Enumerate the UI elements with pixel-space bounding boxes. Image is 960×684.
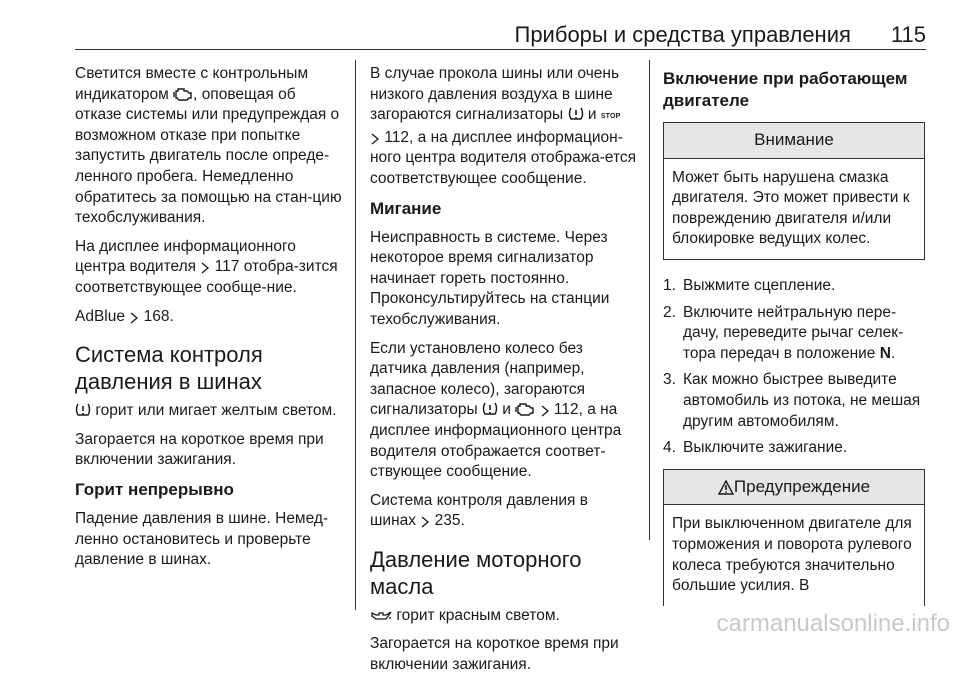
page-reference[interactable]: 117	[214, 258, 240, 276]
list-item: 3. Как можно быстрее выведите автомобиль из потока, не мешая другим автомобилям.	[663, 371, 921, 430]
subsection-heading: Включение при работающем двигателе	[663, 69, 908, 110]
subsection-heading: Горит непрерывно	[75, 479, 234, 499]
column-left	[75, 64, 343, 579]
page-reference-arrow-icon	[129, 307, 139, 328]
warning-triangle-icon	[718, 477, 734, 498]
list-item: 2. Включите нейтральную пере-дачу, переведите рычаг селек-тора передач в положение N.	[663, 303, 904, 362]
tyre-pressure-icon	[568, 105, 584, 126]
engine-warning-icon	[515, 400, 535, 421]
column-middle	[370, 64, 638, 684]
steps-list	[663, 276, 925, 459]
paragraph: Если установлено колесо без датчика давления (например, запасное колесо), загораются сигнализаторы и 112, а на дисплее информационного центра водителя отображается соответ-ствующее сообщение.	[370, 339, 622, 481]
paragraph: горит или мигает желтым светом.	[75, 401, 343, 422]
page-reference[interactable]: 168.	[143, 307, 174, 325]
page-reference-arrow-icon	[200, 257, 210, 278]
section-heading: Давление моторного масла	[370, 546, 582, 599]
paragraph: На дисплее информационного центра водителя 117 отобра-зится соответствующее сообще-ние.	[75, 237, 338, 296]
section-heading: Система контроля давления в шинах	[75, 342, 263, 395]
engine-warning-icon	[173, 85, 193, 106]
paragraph: Светится вместе с контрольным индикатором , оповещая об отказе системы или предупреждая о возможном отказе при попытке запустить двигатель после опреде-ленного пробега. Немедленно обратитесь за помощью на стан-цию техобслуживания.	[75, 65, 342, 227]
oil-can-icon	[370, 606, 392, 627]
warning-title: Предупреждение	[733, 476, 871, 496]
page-header	[0, 22, 926, 48]
tyre-pressure-icon	[75, 401, 91, 422]
caution-title: Внимание	[664, 123, 924, 159]
page-reference[interactable]: 235.	[434, 512, 465, 530]
paragraph: Падение давления в шине. Немед-ленно остановитесь и проверьте давление в шинах.	[75, 509, 329, 569]
column-right	[663, 64, 925, 606]
page-reference-arrow-icon	[540, 400, 550, 421]
column-divider	[355, 60, 356, 610]
paragraph: Загорается на короткое время при включении зажигания.	[75, 430, 324, 469]
page-number: 115	[890, 22, 926, 47]
caution-body: Может быть нарушена смазка двигателя. Это может привести к повреждению двигателя и/или блокировке ведущих колес.	[672, 168, 910, 248]
stop-indicator-label: STOP	[600, 113, 621, 121]
watermark: carmanualsonline.info	[716, 610, 950, 637]
page-title: Приборы и средства управления	[514, 22, 851, 47]
paragraph: Система контроля давления в шинах 235.	[370, 491, 638, 532]
list-item: 4. Выключите зажигание.	[663, 439, 848, 457]
warning-body: При выключенном двигателе для торможения и поворота рулевого колеса требуются значительно большие усилия. В	[672, 515, 912, 595]
subsection-heading: Мигание	[370, 198, 442, 218]
paragraph: В случае прокола шины или очень низкого давления воздуха в шине загораются сигнализаторы и STOP 112, а на дисплее информацион-ного центра водителя отобража-ется соответствующее сообщение.	[370, 65, 637, 187]
header-rule	[75, 49, 926, 50]
paragraph: горит красным светом.	[370, 606, 638, 627]
caution-box	[663, 122, 925, 260]
paragraph: Загорается на короткое время при включении зажигания.	[370, 635, 619, 674]
page-reference-arrow-icon	[420, 511, 430, 532]
paragraph: AdBlue 168.	[75, 307, 343, 328]
column-divider	[649, 60, 650, 540]
warning-box	[663, 469, 925, 606]
page-reference-arrow-icon	[370, 128, 380, 149]
tyre-pressure-icon	[482, 400, 498, 421]
paragraph: Неисправность в системе. Через некоторое время сигнализатор начинает гореть постоянно. Проконсультируйтесь на станции техобслуживания.	[370, 228, 610, 328]
list-item: 1. Выжмите сцепление.	[663, 276, 836, 294]
